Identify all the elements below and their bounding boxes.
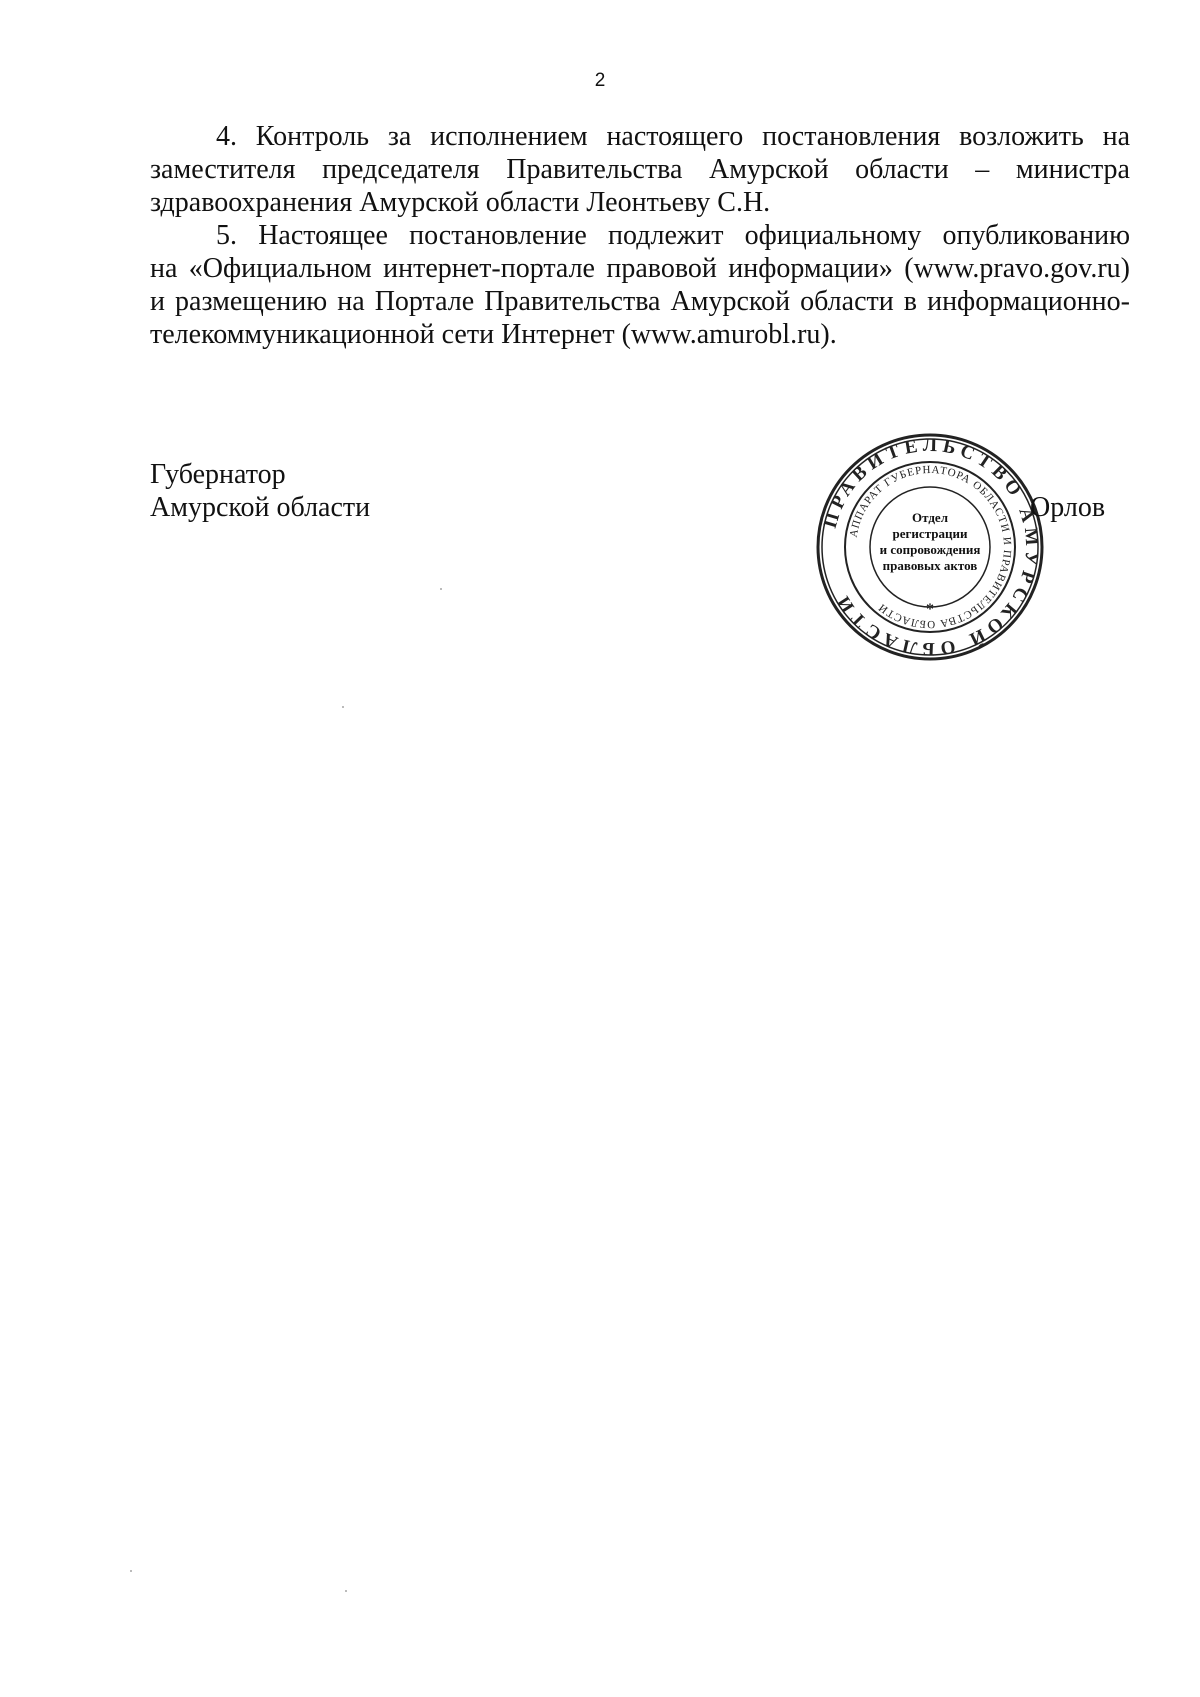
seal-center-line-3: и сопровождения: [879, 542, 981, 557]
signatory-title: [150, 458, 370, 524]
paragraph-5-line-3: и размещению на Портале Правительства Амурской области в информационно-: [150, 286, 1130, 317]
scan-speck: [440, 588, 442, 590]
paragraph-4: [150, 120, 1130, 219]
scan-speck: [345, 1590, 347, 1592]
paragraph-5-line-4: телекоммуникационной сети Интернет (www.amurobl.ru).: [150, 319, 837, 350]
paragraph-5-line-1: 5. Настоящее постановление подлежит официальному опубликованию: [216, 220, 1130, 251]
seal-center-line-2: регистрации: [892, 526, 968, 541]
paragraph-4-line-2: заместителя председателя Правительства Амурской области – министра: [150, 154, 1130, 185]
signatory-name: Орлов: [1030, 492, 1106, 523]
paragraph-5-line-2: на «Официальном интернет-портале правовой информации» (www.pravo.gov.ru): [150, 253, 1130, 284]
scan-speck: [342, 706, 344, 708]
page-number: 2: [594, 70, 606, 91]
paragraph-5: [150, 219, 1130, 351]
seal-outer-text: ПРАВИТЕЛЬСТВО АМУРСКОЙ ОБЛАСТИ: [819, 434, 1043, 660]
signatory-title-line-2: Амурской области: [150, 492, 371, 523]
seal-center-text: [855, 510, 1005, 574]
seal-center-line-4: правовых актов: [882, 558, 978, 573]
signatory-title-line-1: Губернатор: [150, 459, 286, 490]
document-body: [150, 120, 1130, 351]
seal-star: *: [926, 601, 934, 618]
seal-center-line-1: Отдел: [912, 510, 948, 525]
seal-inner-text: АППАРАТ ГУБЕРНАТОРА ОБЛАСТИ И ПРАВИТЕЛЬСТВА ОБЛАСТИ: [847, 463, 1014, 631]
paragraph-4-line-3: здравоохранения Амурской области Леонтьеву С.Н.: [150, 187, 771, 218]
official-seal: [815, 432, 1045, 662]
scan-speck: [130, 1570, 132, 1572]
paragraph-4-line-1: 4. Контроль за исполнением настоящего постановления возложить на: [216, 121, 1130, 152]
